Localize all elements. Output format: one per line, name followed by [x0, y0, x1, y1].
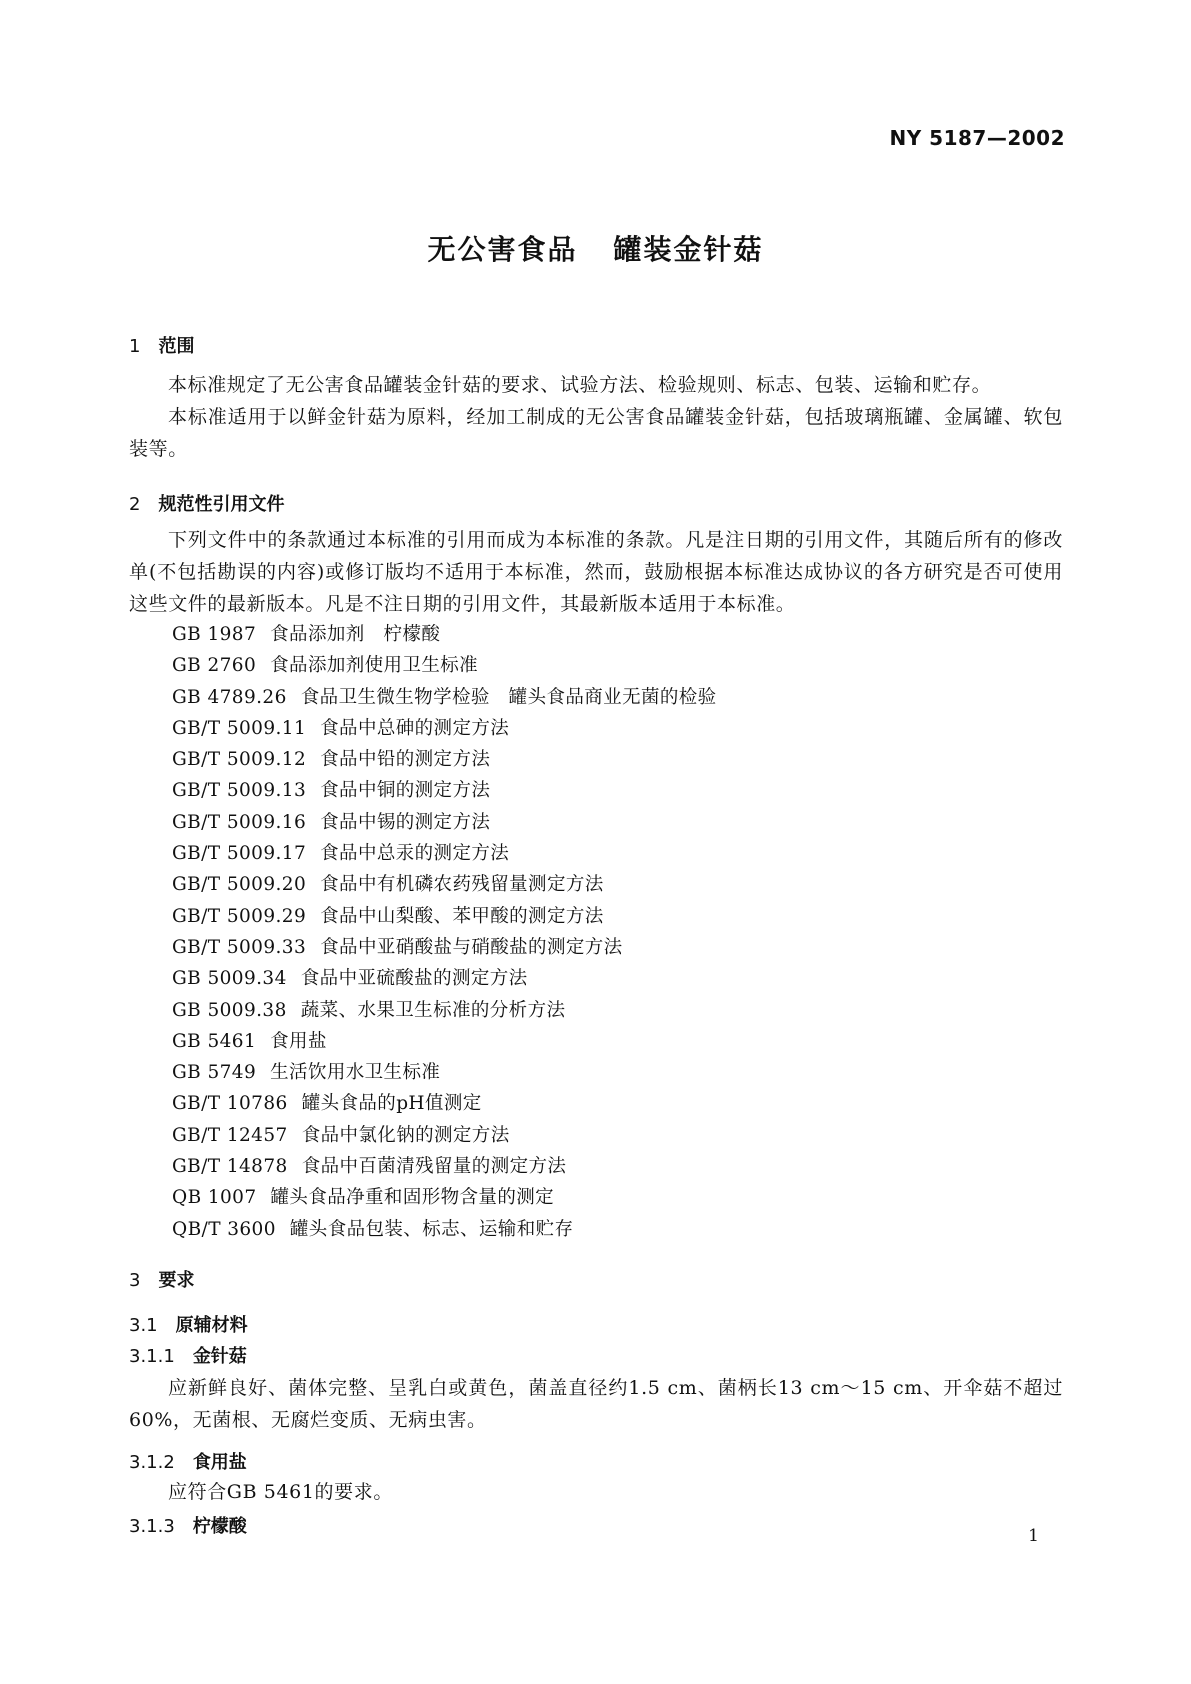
- reference-item: [172, 1089, 717, 1120]
- reference-item: [172, 1058, 717, 1089]
- subsection-title: 原辅材料: [175, 1315, 248, 1336]
- reference-title: 罐头食品包装、标志、运输和贮存: [289, 1218, 574, 1240]
- reference-title: 食品中亚硝酸盐与硝酸盐的测定方法: [320, 936, 623, 958]
- reference-item: [172, 870, 717, 901]
- reference-title: 食品添加剂使用卫生标准: [270, 655, 479, 677]
- title-part-2: 罐装金针菇: [613, 233, 764, 266]
- document-title: [0, 228, 1191, 268]
- reference-title: 食品中锡的测定方法: [320, 811, 491, 833]
- title-part-1: 无公害食品: [427, 233, 578, 266]
- reference-title: 食用盐: [270, 1030, 327, 1052]
- reference-code: GB/T 5009.16: [172, 811, 307, 833]
- reference-code: GB 4789.26: [172, 686, 287, 708]
- reference-code: GB/T 12457: [172, 1124, 288, 1146]
- reference-item: [172, 1121, 717, 1152]
- reference-code: QB 1007: [172, 1187, 257, 1209]
- section-3-heading: [129, 1266, 194, 1292]
- reference-title: 罐头食品的pH值测定: [301, 1093, 482, 1115]
- section-number: 2: [129, 494, 141, 515]
- section-number: 1: [129, 336, 141, 357]
- subsection-number: 3.1.1: [129, 1346, 175, 1367]
- reference-code: GB 5749: [172, 1062, 257, 1084]
- reference-code: GB 2760: [172, 655, 257, 677]
- section-2-heading: [129, 490, 284, 516]
- reference-title: 食品中百菌清残留量的测定方法: [301, 1156, 567, 1178]
- reference-item: [172, 745, 717, 776]
- section-title: 范围: [158, 336, 195, 357]
- reference-code: GB 5009.38: [172, 999, 287, 1021]
- reference-item: [172, 808, 717, 839]
- reference-code: GB/T 10786: [172, 1093, 288, 1115]
- reference-code: GB/T 14878: [172, 1156, 288, 1178]
- reference-code: QB/T 3600: [172, 1218, 276, 1240]
- reference-code: GB/T 5009.11: [172, 717, 307, 739]
- reference-item: [172, 776, 717, 807]
- page-number: 1: [1028, 1526, 1039, 1546]
- subsection-3-1-2-heading: [129, 1448, 247, 1474]
- subsection-title: 金针菇: [192, 1346, 247, 1367]
- section-number: 3: [129, 1270, 141, 1291]
- reference-item: [172, 651, 717, 682]
- reference-title: 食品中山梨酸、苯甲酸的测定方法: [320, 905, 604, 927]
- reference-code: GB 1987: [172, 624, 257, 645]
- reference-title: 食品添加剂 柠檬酸: [270, 624, 441, 645]
- reference-item: [172, 683, 717, 714]
- reference-code: GB 5461: [172, 1030, 257, 1052]
- reference-code: GB/T 5009.33: [172, 936, 307, 958]
- reference-item: [172, 1027, 717, 1058]
- reference-item: [172, 839, 717, 870]
- reference-title: 食品卫生微生物学检验 罐头食品商业无菌的检验: [300, 686, 717, 708]
- reference-item: [172, 933, 717, 964]
- section-title: 规范性引用文件: [158, 494, 285, 515]
- reference-list: [172, 620, 717, 1246]
- section-1-paragraph-2: 本标准适用于以鲜金针菇为原料，经加工制成的无公害食品罐装金针菇，包括玻璃瓶罐、金属罐、软包装等。: [129, 406, 1063, 460]
- standard-number: NY 5187—2002: [889, 126, 1065, 150]
- reference-code: GB/T 5009.17: [172, 843, 307, 865]
- reference-code: GB 5009.34: [172, 968, 287, 990]
- reference-item: [172, 902, 717, 933]
- subsection-number: 3.1: [129, 1315, 158, 1336]
- subsection-title: 食用盐: [192, 1452, 247, 1473]
- reference-code: GB/T 5009.12: [172, 749, 307, 771]
- reference-title: 食品中总汞的测定方法: [320, 843, 510, 865]
- reference-item: [172, 964, 717, 995]
- section-title: 要求: [158, 1270, 195, 1291]
- section-1-paragraph-1: 本标准规定了无公害食品罐装金针菇的要求、试验方法、检验规则、标志、包装、运输和贮存。: [168, 374, 992, 396]
- reference-item: [172, 620, 717, 651]
- reference-code: GB/T 5009.13: [172, 780, 307, 802]
- subsection-3-1-2-text: 应符合GB 5461的要求。: [168, 1481, 393, 1503]
- subsection-3-1-heading: [129, 1311, 248, 1337]
- reference-title: 蔬菜、水果卫生标准的分析方法: [300, 999, 566, 1021]
- subsection-number: 3.1.2: [129, 1452, 175, 1473]
- reference-code: GB/T 5009.20: [172, 874, 307, 896]
- section-1-heading: [129, 332, 194, 358]
- reference-title: 食品中氯化钠的测定方法: [301, 1124, 510, 1146]
- subsection-3-1-3-heading: [129, 1512, 247, 1538]
- reference-title: 食品中铜的测定方法: [320, 780, 491, 802]
- reference-title: 食品中总砷的测定方法: [320, 717, 510, 739]
- reference-item: [172, 996, 717, 1027]
- subsection-title: 柠檬酸: [192, 1516, 247, 1537]
- reference-item: [172, 714, 717, 745]
- reference-title: 罐头食品净重和固形物含量的测定: [270, 1187, 555, 1209]
- subsection-3-1-1-text: 应新鲜良好、菌体完整、呈乳白或黄色，菌盖直径约1.5 cm、菌柄长13 cm～15 cm、开伞菇不超过60%，无菌根、无腐烂变质、无病虫害。: [129, 1377, 1063, 1431]
- subsection-3-1-1-heading: [129, 1342, 247, 1368]
- reference-code: GB/T 5009.29: [172, 905, 307, 927]
- reference-title: 生活饮用水卫生标准: [270, 1062, 441, 1084]
- subsection-number: 3.1.3: [129, 1516, 175, 1537]
- reference-title: 食品中铅的测定方法: [320, 749, 491, 771]
- section-2-intro: 下列文件中的条款通过本标准的引用而成为本标准的条款。凡是注日期的引用文件，其随后所有的修改单(不包括勘误的内容)或修订版均不适用于本标准，然而，鼓励根据本标准达成协议的各方研究是否可使用这些文件的最新版本。凡是不注日期的引用文件，其最新版本适用于本标准。: [129, 529, 1063, 615]
- reference-item: [172, 1152, 717, 1183]
- reference-item: [172, 1183, 717, 1214]
- reference-item: [172, 1215, 717, 1246]
- reference-title: 食品中亚硫酸盐的测定方法: [300, 968, 528, 990]
- reference-title: 食品中有机磷农药残留量测定方法: [320, 874, 604, 896]
